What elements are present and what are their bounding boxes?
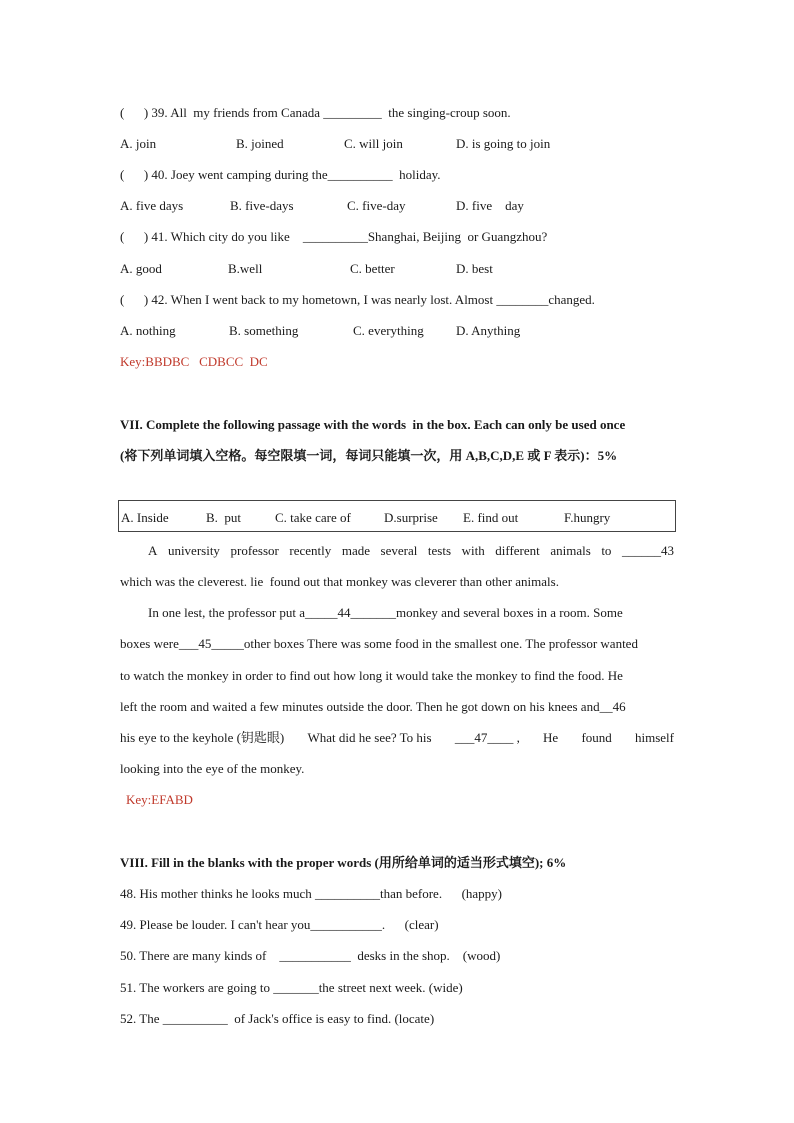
question-40-stem: ( ) 40. Joey went camping during the__________ holiday. xyxy=(120,167,441,182)
box-word-f: F.hungry xyxy=(564,510,611,525)
q42-option-b: B. something xyxy=(229,323,299,338)
section-8-heading: VIII. Fill in the blanks with the proper words (用所给单词的适当形式填空); 6% xyxy=(120,855,567,870)
q39-option-d: D. is going to join xyxy=(456,136,551,151)
box-word-e: E. find out xyxy=(463,510,519,525)
word-box xyxy=(118,500,676,532)
answer-key-2: Key:EFABD xyxy=(126,792,193,807)
passage-line-7: his eye to the keyhole (钥匙眼) What did he see? To his ___47____ , He found himself xyxy=(120,730,674,745)
q40-option-b: B. five-days xyxy=(230,198,294,213)
passage-line-8: looking into the eye of the monkey. xyxy=(120,761,305,776)
section-7-heading: VII. Complete the following passage with the words in the box. Each can only be used once xyxy=(120,417,626,432)
q42-option-d: D. Anything xyxy=(456,323,521,338)
question-52: 52. The __________ of Jack's office is easy to find. (locate) xyxy=(120,1011,435,1026)
question-48: 48. His mother thinks he looks much __________than before. (happy) xyxy=(120,886,502,901)
section-7-heading-cn: (将下列单词填入空格。每空限填一词，每词只能填一次，用 A,B,C,D,E 或 F 表示)：5% xyxy=(120,448,618,463)
question-49: 49. Please be louder. I can't hear you___________. (clear) xyxy=(120,917,439,932)
passage-line-2: which was the cleverest. lie found out that monkey was cleverer than other animals. xyxy=(120,574,559,589)
q40-option-a: A. five days xyxy=(120,198,184,213)
q40-option-c: C. five-day xyxy=(347,198,406,213)
blank-43: ______43 xyxy=(621,543,674,558)
q41-option-b: B.well xyxy=(228,261,263,276)
question-39-stem: ( ) 39. All my friends from Canada _________ the singing-croup soon. xyxy=(120,105,511,120)
q41-option-c: C. better xyxy=(350,261,395,276)
q42-option-a: A. nothing xyxy=(120,323,176,338)
box-word-a: A. Inside xyxy=(121,510,169,525)
passage-line-3: In one lest, the professor put a_____44_______monkey and several boxes in a room. Some xyxy=(148,605,623,620)
answer-key-1: Key:BBDBC CDBCC DC xyxy=(120,354,268,369)
box-word-c: C. take care of xyxy=(275,510,351,525)
passage-line-6: left the room and waited a few minutes outside the door. Then he got down on his knees and__46 xyxy=(120,699,626,714)
q41-option-a: A. good xyxy=(120,261,162,276)
question-42-stem: ( ) 42. When I went back to my hometown, I was nearly lost. Almost ________changed. xyxy=(120,292,595,307)
passage-line-1: A university professor recently made several tests with different animals to ______43 xyxy=(148,543,674,558)
q42-option-c: C. everything xyxy=(353,323,424,338)
q39-option-a: A. join xyxy=(120,136,157,151)
passage-line-4: boxes were___45_____other boxes There was some food in the smallest one. The professor wanted xyxy=(120,636,638,651)
question-41-stem: ( ) 41. Which city do you like __________Shanghai, Beijing or Guangzhou? xyxy=(120,229,548,244)
q39-option-b: B. joined xyxy=(236,136,284,151)
question-50: 50. There are many kinds of ___________ desks in the shop. (wood) xyxy=(120,948,501,963)
q41-option-d: D. best xyxy=(456,261,493,276)
question-51: 51. The workers are going to _______the street next week. (wide) xyxy=(120,980,463,995)
box-word-d: D.surprise xyxy=(384,510,438,525)
q40-option-d: D. five day xyxy=(456,198,524,213)
q39-option-c: C. will join xyxy=(344,136,403,151)
box-word-b: B. put xyxy=(206,510,242,525)
passage-line-5: to watch the monkey in order to find out how long it would take the monkey to find the food. He xyxy=(120,668,623,683)
blank-47: ___47____ , xyxy=(454,730,520,745)
